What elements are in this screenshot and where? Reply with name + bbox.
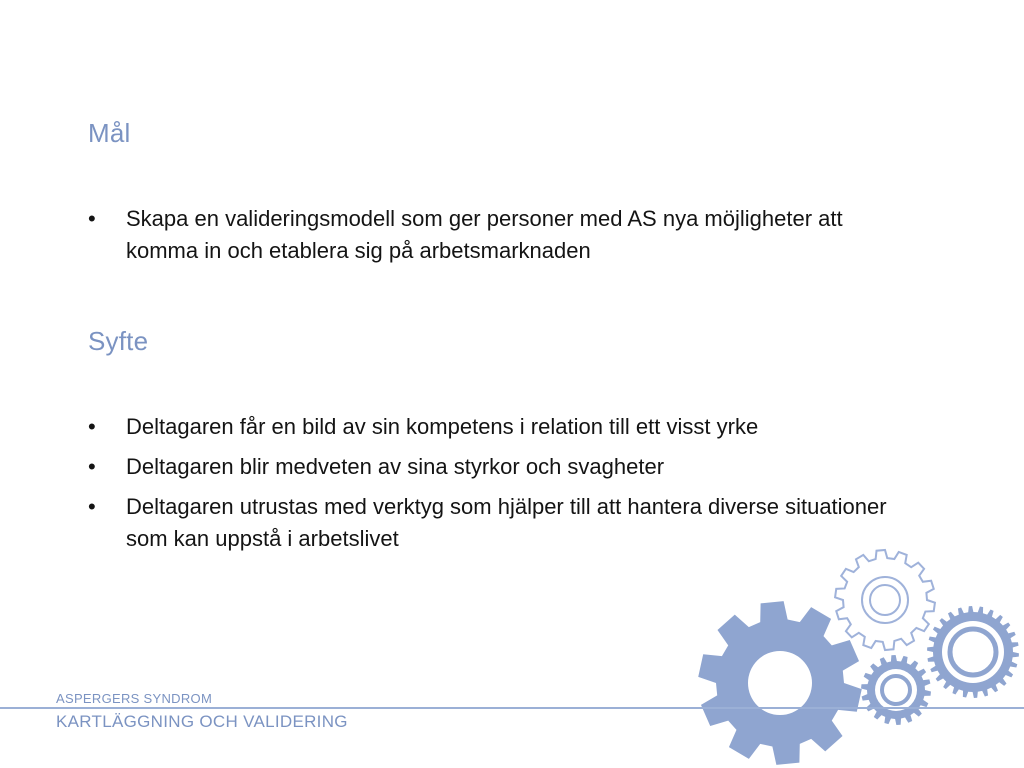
bullet-item bbox=[88, 491, 908, 555]
bullet-item bbox=[88, 203, 908, 267]
small-gear-icon bbox=[861, 655, 931, 725]
footer-subtitle: ASPERGERS SYNDROM bbox=[56, 691, 213, 706]
right-gear-icon bbox=[927, 606, 1019, 698]
bullet-text: Deltagaren blir medveten av sina styrkor och svagheter bbox=[126, 454, 665, 479]
section-heading-mal: Mål bbox=[88, 118, 131, 148]
footer-divider bbox=[0, 707, 1024, 709]
outline-gear-icon bbox=[835, 550, 935, 650]
bullet-marker: • bbox=[88, 494, 96, 519]
section-heading-syfte: Syfte bbox=[88, 326, 149, 356]
bullet-text: Deltagaren utrustas med verktyg som hjälper till att hantera diverse situationer som kan uppstå i arbetslivet bbox=[126, 494, 887, 551]
bullet-text: Deltagaren får en bild av sin kompetens i relation till ett visst yrke bbox=[126, 414, 759, 439]
large-gear-icon bbox=[698, 601, 862, 765]
bullet-list-syfte bbox=[88, 411, 908, 563]
bullet-item bbox=[88, 451, 908, 483]
footer-title: KARTLÄGGNING OCH VALIDERING bbox=[56, 712, 348, 731]
bullet-marker: • bbox=[88, 414, 96, 439]
bullet-item bbox=[88, 411, 908, 443]
bullet-marker: • bbox=[88, 206, 96, 231]
bullet-marker: • bbox=[88, 454, 96, 479]
bullet-text: Skapa en valideringsmodell som ger personer med AS nya möjligheter att komma in och etablera sig på arbetsmarknaden bbox=[126, 206, 843, 263]
bullet-list-mal bbox=[88, 203, 908, 275]
